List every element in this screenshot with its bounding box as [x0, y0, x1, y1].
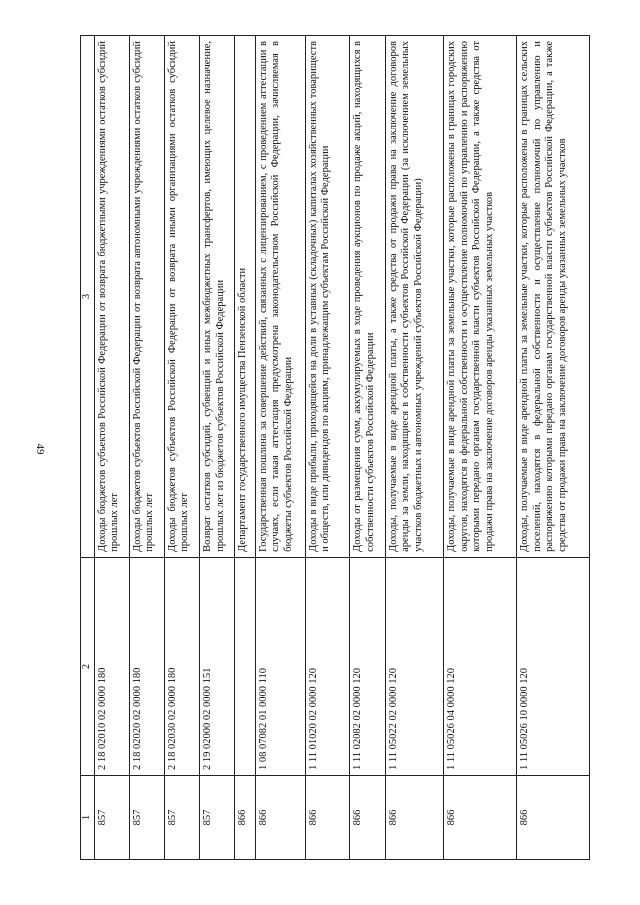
revenue-code-cell: 2 19 02000 02 0000 151 — [200, 557, 235, 775]
revenue-description-cell: Доходы бюджетов субъектов Российской Федерации от возврата автономными учреждениями остатков субсидий прошлых лет — [129, 36, 164, 558]
admin-code-cell: 857 — [129, 775, 164, 859]
column-header-2: 2 — [81, 557, 95, 775]
table-row — [305, 36, 350, 860]
table-row — [94, 36, 129, 860]
column-header-1: 1 — [81, 775, 95, 859]
admin-code-cell: 857 — [200, 775, 235, 859]
table-row — [164, 36, 199, 860]
revenue-code-cell: 2 18 02030 02 0000 180 — [164, 557, 199, 775]
revenue-code-cell: 1 11 05026 04 0000 120 — [444, 557, 517, 775]
table-row — [255, 36, 305, 860]
table-row — [200, 36, 235, 860]
revenue-code-cell: 1 11 05022 02 0000 120 — [385, 557, 444, 775]
revenue-description-cell: Доходы, получаемые в виде арендной платы за земельные участки, которые расположены в границах городских округов, находятся в федеральной собственности и осуществление полномочий по управлению и распоряжению которыми передано органам государственной власти субъектов Российской Федерации, а также средства от продажи права на заключение договоров аренды указанных земельных участков — [444, 36, 517, 558]
revenue-codes-table — [80, 35, 590, 860]
revenue-description-cell: Доходы, получаемые в виде арендной платы за земельные участки, которые расположены в границах сельских поселений, находятся в федеральной собственности и осуществление полномочий по управлению и распоряжению которыми передано органам государственной власти субъектов Российской Федерации, а также средства от продажи права на заключение договоров аренды указанных земельных участков — [517, 36, 590, 558]
revenue-code-cell: 1 11 05026 10 0000 120 — [517, 557, 590, 775]
admin-code-cell: 857 — [164, 775, 199, 859]
table-row — [385, 36, 444, 860]
admin-code-cell: 866 — [385, 775, 444, 859]
revenue-description-cell: Государственная пошлина за совершение действий, связанных с лицензированием, с проведением аттестации в случаях, если такая аттестация предусмотрена законодательством Российской Федерации, зачисляемая в бюджеты субъектов Российской Федерации — [255, 36, 305, 558]
admin-code-cell: 866 — [444, 775, 517, 859]
table-row — [235, 36, 256, 860]
revenue-code-cell: 1 08 07082 01 0000 110 — [255, 557, 305, 775]
table-row — [517, 36, 590, 860]
admin-code-cell: 866 — [350, 775, 385, 859]
revenue-description-cell: Доходы в виде прибыли, приходящейся на доли в уставных (складочных) капиталах хозяйственных товариществ и обществ, или дивидендов по акциям, принадлежащим субъектам Российской Федерации — [305, 36, 350, 558]
revenue-code-cell: 1 11 01020 02 0000 120 — [305, 557, 350, 775]
revenue-description-cell: Возврат остатков субсидий, субвенций и иных межбюджетных трансфертов, имеющих целевое назначение, прошлых лет из бюджетов субъектов Российской Федерации — [200, 36, 235, 558]
table-header-row — [81, 36, 95, 860]
revenue-description-cell: Доходы бюджетов субъектов Российской Федерации от возврата иными организациями остатков субсидий прошлых лет — [164, 36, 199, 558]
revenue-description-cell: Доходы бюджетов субъектов Российской Федерации от возврата бюджетными учреждениями остатков субсидий прошлых лет — [94, 36, 129, 558]
admin-code-cell: 857 — [94, 775, 129, 859]
admin-code-cell: 866 — [255, 775, 305, 859]
admin-code-cell: 866 — [517, 775, 590, 859]
revenue-description-cell: Департамент государственного имущества Пензенской области — [235, 36, 256, 558]
table-row — [350, 36, 385, 860]
revenue-description-cell: Доходы от размещения сумм, аккумулируемых в ходе проведения аукционов по продаже акций, находящихся в собственности субъектов Российской Федерации — [350, 36, 385, 558]
revenue-code-cell: 1 11 02082 02 0000 120 — [350, 557, 385, 775]
revenue-code-cell: 2 18 02020 02 0000 180 — [129, 557, 164, 775]
revenue-code-cell: 2 18 02010 02 0000 180 — [94, 557, 129, 775]
revenue-code-cell — [235, 557, 256, 775]
table-row — [444, 36, 517, 860]
page-number: 49 — [34, 443, 46, 455]
table-row — [129, 36, 164, 860]
rotated-page-content — [80, 35, 590, 860]
revenue-description-cell: Доходы, получаемые в виде арендной платы, а также средства от продажи права на заключение договоров аренды за земли, находящиеся в собственности субъектов Российской Федерации (за исключением земельных участков бюджетных и автономных учреждений субъектов Российской Федерации) — [385, 36, 444, 558]
table-body — [94, 36, 590, 860]
admin-code-cell: 866 — [235, 775, 256, 859]
admin-code-cell: 866 — [305, 775, 350, 859]
column-header-3: 3 — [81, 36, 95, 558]
